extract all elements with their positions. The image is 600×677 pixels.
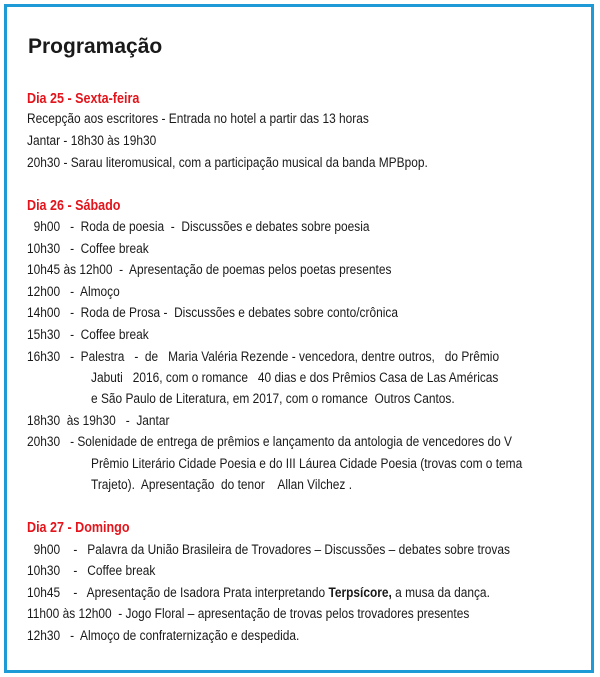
day-heading-27: Dia 27 - Domingo — [27, 520, 130, 536]
schedule-line: 18h30 às 19h30 - Jantar — [27, 413, 170, 429]
schedule-line: 12h30 - Almoço de confraternização e despedida. — [27, 628, 300, 644]
schedule-line: Recepção aos escritores - Entrada no hotel a partir das 13 horas — [27, 111, 369, 127]
schedule-line: 10h45 às 12h00 - Apresentação de poemas pelos poetas presentes — [27, 262, 392, 278]
highlight-title: Terpsícore, — [328, 585, 392, 601]
schedule-line: 20h30 - Solenidade de entrega de prêmios e lançamento da antologia de vencedores do V — [27, 434, 512, 450]
schedule-line: 9h00 - Roda de poesia - Discussões e debates sobre poesia — [27, 219, 370, 235]
schedule-line: 16h30 - Palestra - de Maria Valéria Rezende - vencedora, dentre outros, do Prêmio — [27, 349, 500, 365]
schedule-line: 14h00 - Roda de Prosa - Discussões e debates sobre conto/crônica — [27, 305, 398, 321]
schedule-line: 20h30 - Sarau literomusical, com a participação musical da banda MPBpop. — [27, 155, 428, 171]
day-heading-26: Dia 26 - Sábado — [27, 198, 121, 214]
schedule-line: 15h30 - Coffee break — [27, 327, 149, 343]
schedule-line: 12h00 - Almoço — [27, 284, 120, 300]
schedule-line-continued: Prêmio Literário Cidade Poesia e do III Láurea Cidade Poesia (trovas com o tema — [91, 456, 523, 472]
schedule-line — [27, 584, 490, 602]
schedule-line-continued: Trajeto). Apresentação do tenor Allan Vilchez . — [91, 477, 353, 493]
schedule-line-continued: Jabuti 2016, com o romance 40 dias e dos Prêmios Casa de Las Américas — [91, 370, 499, 386]
page-title: Programação — [28, 35, 163, 58]
schedule-text: 10h45 - Apresentação de Isadora Prata interpretando — [27, 585, 329, 601]
schedule-line-continued: e São Paulo de Literatura, em 2017, com o romance Outros Cantos. — [91, 391, 455, 407]
schedule-text: a musa da dança. — [391, 585, 490, 601]
day-heading-25: Dia 25 - Sexta-feira — [27, 91, 140, 107]
schedule-line: 11h00 às 12h00 - Jogo Floral – apresentação de trovas pelos trovadores presentes — [27, 606, 470, 622]
schedule-line: Jantar - 18h30 às 19h30 — [27, 133, 157, 149]
schedule-line: 10h30 - Coffee break — [27, 241, 149, 257]
schedule-line: 10h30 - Coffee break — [27, 563, 156, 579]
schedule-line: 9h00 - Palavra da União Brasileira de Trovadores – Discussões – debates sobre trovas — [27, 542, 510, 558]
